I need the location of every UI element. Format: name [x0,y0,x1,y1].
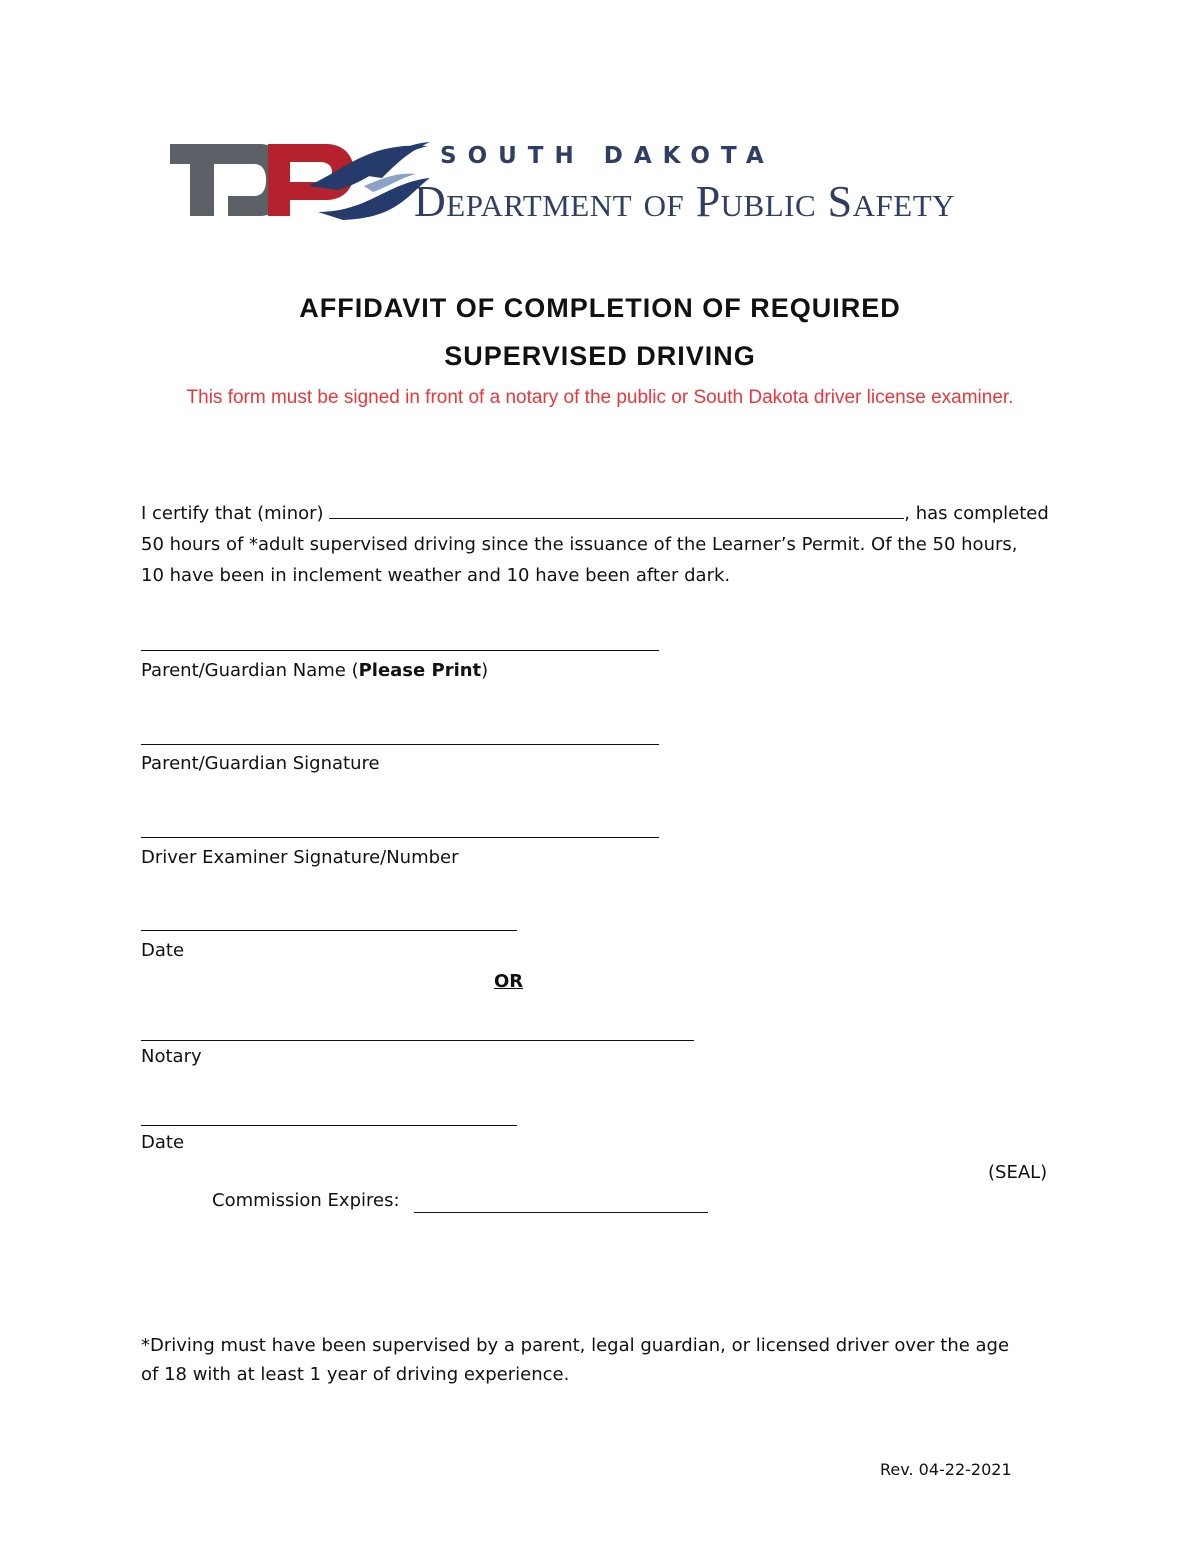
examiner-signature-field[interactable] [141,837,659,838]
commission-expires-field[interactable] [414,1212,708,1213]
form-title-line1: AFFIDAVIT OF COMPLETION OF REQUIRED [299,293,901,323]
footnote-line-1: *Driving must have been supervised by a parent, legal guardian, or licensed driver over the age [141,1335,1010,1356]
notary-notice: This form must be signed in front of a notary of the public or South Dakota driver license examiner. [186,387,1014,408]
parent-name-label: Parent/Guardian Name (Please Print) [141,660,489,681]
examiner-signature-label: Driver Examiner Signature/Number [141,847,459,868]
parent-signature-field[interactable] [141,744,659,745]
form-title-line2: SUPERVISED DRIVING [444,341,756,371]
please-print-label: Please Print [358,660,482,681]
revision-date: Rev. 04-22-2021 [880,1460,1012,1479]
notary-date-field[interactable] [141,1125,517,1126]
certify-line-2: 50 hours of *adult supervised driving since the issuance of the Learner’s Permit. Of the 50 hours, [141,534,1018,555]
examiner-date-label: Date [141,940,185,961]
certification-text [141,498,1071,591]
footnote-line-2: of 18 with at least 1 year of driving experience. [141,1364,570,1385]
seal-label: (SEAL) [988,1162,1048,1183]
notary-label: Notary [141,1046,202,1067]
certify-line-3: 10 have been in inclement weather and 10 have been after dark. [141,565,731,586]
or-separator: OR [494,971,524,992]
parent-name-field[interactable] [141,650,659,651]
notary-date-label: Date [141,1132,185,1153]
minor-name-field[interactable] [329,500,904,519]
certify-prefix: I certify that (minor) [141,503,324,524]
footnote [141,1331,1071,1389]
agency-name: Department of Public Safety [414,177,956,226]
commission-expires-label: Commission Expires: [212,1190,400,1211]
agency-state: SOUTH DAKOTA [440,143,775,169]
parent-signature-label: Parent/Guardian Signature [141,753,380,774]
certify-suffix: , has completed [904,503,1049,524]
notary-signature-field[interactable] [141,1040,694,1041]
examiner-date-field[interactable] [141,930,517,931]
